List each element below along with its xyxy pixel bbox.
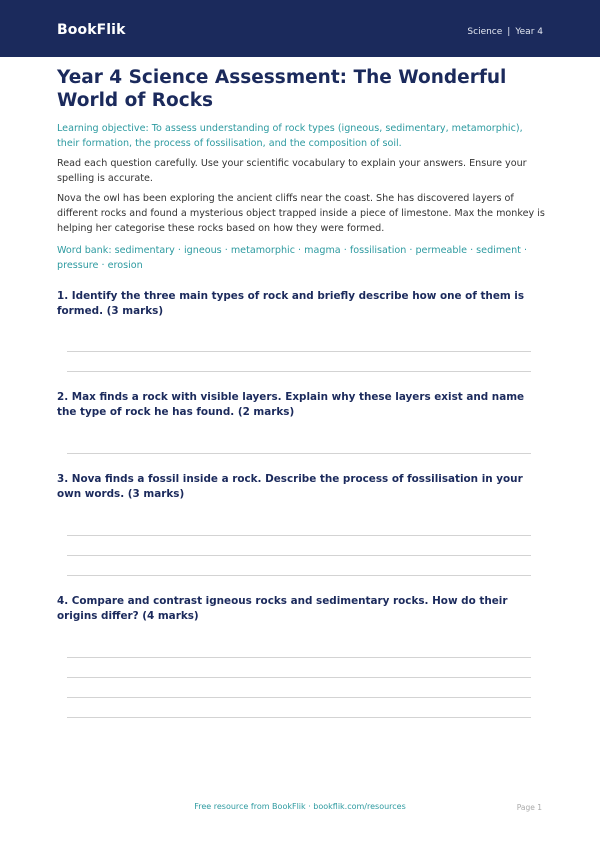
header-separator: |: [507, 27, 511, 37]
brand-logo-text[interactable]: BookFlik: [57, 22, 126, 38]
answer-line[interactable]: [67, 535, 531, 536]
answer-line[interactable]: [67, 453, 531, 454]
instructions-text: Read each question carefully. Use your scientific vocabulary to explain your answers. Ensure your spelling is accurate.: [57, 158, 527, 184]
question-2: 2. Max finds a rock with visible layers. Explain why these layers exist and name the type of rock he has found. (2 marks): [57, 391, 525, 418]
question-4: 4. Compare and contrast igneous rocks and sedimentary rocks. How do their origins differ? (4 marks): [57, 595, 508, 622]
answer-line[interactable]: [67, 575, 531, 576]
page-title: Year 4 Science Assessment: The Wonderful World of Rocks: [57, 67, 507, 111]
question-3: 3. Nova finds a fossil inside a rock. Describe the process of fossilisation in your own words. (3 marks): [57, 473, 523, 500]
subject-year-label: [467, 27, 543, 37]
subject-label: Science: [467, 27, 503, 37]
page-header: [0, 0, 600, 57]
answer-line[interactable]: [67, 555, 531, 556]
question-1: 1. Identify the three main types of rock and briefly describe how one of them is formed. (3 marks): [57, 290, 525, 317]
year-label: Year 4: [515, 27, 543, 37]
answer-line[interactable]: [67, 657, 531, 658]
answer-line[interactable]: [67, 351, 531, 352]
answer-line[interactable]: [67, 717, 531, 718]
scenario-text: Nova the owl has been exploring the ancient cliffs near the coast. She has discovered layers of different rocks and found a mysterious object trapped inside a piece of limestone. Max the monkey is helping her categorise these rocks based on how they were formed.: [57, 193, 545, 234]
answer-line[interactable]: [67, 697, 531, 698]
answer-line[interactable]: [67, 371, 531, 372]
learning-objective: Learning objective: To assess understanding of rock types (igneous, sedimentary, metamorphic), their formation, the process of fossilisation, and the composition of soil.: [57, 123, 523, 149]
answer-line[interactable]: [67, 677, 531, 678]
word-bank: Word bank: sedimentary · igneous · metamorphic · magma · fossilisation · permeable · sediment · pressure · erosion: [57, 245, 528, 271]
footer-credit-link[interactable]: Free resource from BookFlik · bookflik.com/resources: [194, 802, 406, 811]
page-number: Page 1: [516, 803, 542, 812]
